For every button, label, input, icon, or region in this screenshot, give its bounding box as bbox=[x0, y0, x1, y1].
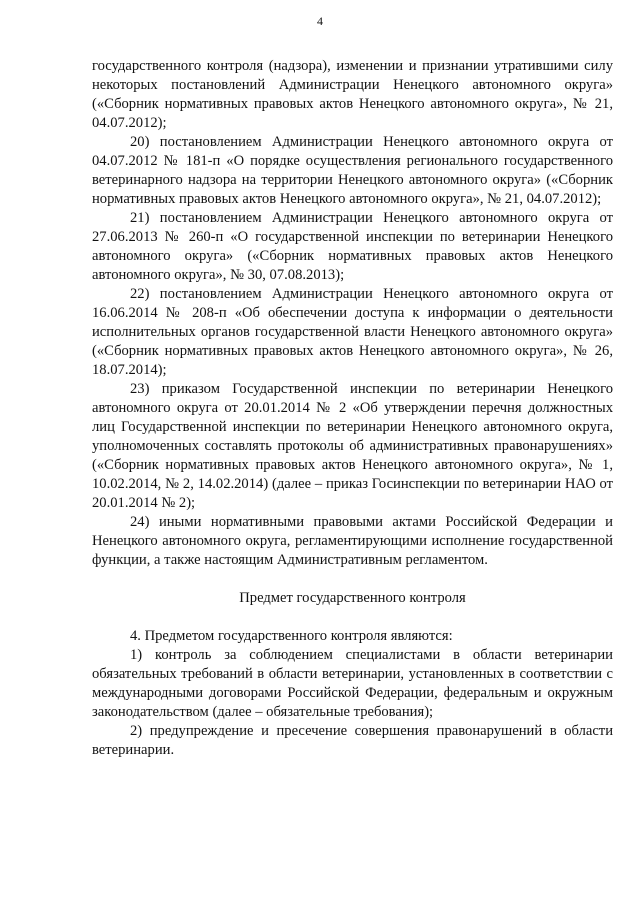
list-item-24: 24) иными нормативными правовыми актами Российской Федерации и Ненецкого автономного округа, регламентирующими исполнение государственной функции, а также настоящим Административным регламентом. bbox=[92, 514, 613, 568]
list-item-20: 20) постановлением Администрации Ненецкого автономного округа от 04.07.2012 № 181-п «О порядке осуществления регионального государственного ветеринарного надзора на территории Ненецкого автономного округа» («Сборник нормативных правовых актов Ненецкого автономного округа», № 21, 04.07.2012); bbox=[92, 134, 613, 207]
paragraph-continuation: государственного контроля (надзора), изменении и признании утратившими силу некоторых постановлений Администрации Ненецкого автономного округа» («Сборник нормативных правовых актов Ненецкого автономного округа», № 21, 04.07.2012); bbox=[92, 58, 613, 131]
section-heading: Предмет государственного контроля bbox=[239, 590, 466, 606]
list-item-21: 21) постановлением Администрации Ненецкого автономного округа от 27.06.2013 № 260-п «О государственной инспекции по ветеринарии Ненецкого автономного округа» («Сборник нормативных правовых актов Ненецкого автономного округа», № 30, 07.08.2013); bbox=[92, 210, 613, 283]
document-body bbox=[92, 57, 613, 760]
section-item-1: 1) контроль за соблюдением специалистами в области ветеринарии обязательных требований в области ветеринарии, установленных в соответствии с международными договорами Российской Федерации, федеральным и окружным законодательством (далее – обязательные требования); bbox=[92, 647, 613, 720]
list-item-23: 23) приказом Государственной инспекции по ветеринарии Ненецкого автономного округа от 20.01.2014 № 2 «Об утверждении перечня должностных лиц Государственной инспекции по ветеринарии Ненецкого автономного округа, уполномоченных составлять протоколы об административных правонарушениях» («Сборник нормативных правовых актов Ненецкого автономного округа», № 1, 10.02.2014, № 2, 14.02.2014) (далее – приказ Госинспекции по ветеринарии НАО от 20.01.2014 № 2); bbox=[92, 381, 613, 511]
section-item-2: 2) предупреждение и пресечение совершения правонарушений в области ветеринарии. bbox=[92, 723, 613, 758]
section-paragraph-intro: 4. Предметом государственного контроля являются: bbox=[130, 628, 453, 644]
list-item-22: 22) постановлением Администрации Ненецкого автономного округа от 16.06.2014 № 208-п «Об обеспечении доступа к информации о деятельности исполнительных органов государственной власти Ненецкого автономного округа» («Сборник нормативных правовых актов Ненецкого автономного округа», № 26, 18.07.2014); bbox=[92, 286, 613, 378]
page-number: 4 bbox=[317, 14, 323, 28]
